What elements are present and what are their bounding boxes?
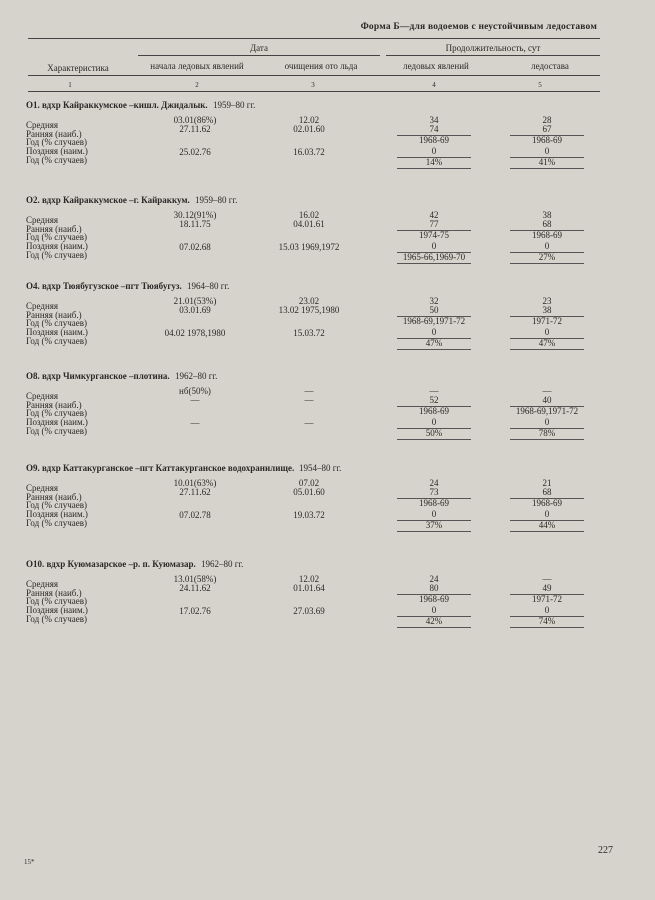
row-label: Год (% случаев) <box>26 518 87 528</box>
freeze-duration-value: 1968-69 <box>532 230 562 240</box>
start-date-value: 13.01(58%) <box>173 574 217 584</box>
ice-duration-value: 50% <box>425 428 443 438</box>
clear-date-value: 13.02 1975,1980 <box>278 305 340 315</box>
start-date-value: 27.11.62 <box>179 124 211 134</box>
ice-duration-value: 52 <box>429 395 439 405</box>
duration-group-rule <box>386 55 600 56</box>
row-label: Ранняя (наиб.) <box>26 310 82 320</box>
freeze-duration-value: 38 <box>542 305 552 315</box>
row-label: Год (% случаев) <box>26 500 87 510</box>
start-date-value: — <box>190 395 200 405</box>
freeze-duration-value: 1971-72 <box>532 316 562 326</box>
fraction-rule <box>510 406 584 407</box>
ice-duration-value: 42% <box>425 616 443 626</box>
column-number-1: 1 <box>68 81 72 89</box>
freeze-duration-value: 38 <box>542 210 552 220</box>
header-date: Дата <box>250 43 268 53</box>
fraction-rule <box>397 349 471 350</box>
row-label: Поздняя (наим.) <box>26 605 88 615</box>
freeze-duration-value: 41% <box>538 157 556 167</box>
fraction-rule <box>397 157 471 158</box>
ice-duration-value: 1974-75 <box>419 230 449 240</box>
freeze-duration-value: 28 <box>542 115 552 125</box>
fraction-rule <box>510 498 584 499</box>
start-date-value: — <box>190 418 200 428</box>
header-col2: начала ледовых явлений <box>150 61 244 71</box>
start-date-value: 10.01(63%) <box>173 478 217 488</box>
start-date-value: 27.11.62 <box>179 487 211 497</box>
section-period: 1962–80 гг. <box>201 559 244 569</box>
page-number: 227 <box>598 845 613 856</box>
freeze-duration-value: 0 <box>544 605 550 615</box>
row-label: Средняя <box>26 215 59 225</box>
ice-duration-value: 80 <box>429 583 439 593</box>
row-label: Поздняя (наим.) <box>26 146 88 156</box>
ice-duration-value: 1968-69 <box>419 594 449 604</box>
ice-duration-value: 1968-69 <box>419 406 449 416</box>
freeze-duration-value: 0 <box>544 509 550 519</box>
freeze-duration-value: 0 <box>544 327 550 337</box>
form-title: Форма Б—для водоемов с неустойчивым ледоставом <box>360 22 597 32</box>
row-label: Поздняя (наим.) <box>26 327 88 337</box>
ice-duration-value: 42 <box>429 210 439 220</box>
date-group-rule <box>138 55 380 56</box>
start-date-value: 03.01(86%) <box>173 115 217 125</box>
ice-duration-value: — <box>429 386 439 396</box>
header-duration: Продолжительность, сут <box>445 43 541 53</box>
fraction-rule <box>397 252 471 253</box>
freeze-duration-value: 0 <box>544 146 550 156</box>
fraction-rule <box>397 594 471 595</box>
fraction-rule <box>397 316 471 317</box>
start-date-value: 18.11.75 <box>179 219 211 229</box>
ice-duration-value: 0 <box>431 509 437 519</box>
freeze-duration-value: 1971-72 <box>532 594 562 604</box>
row-label: Поздняя (наим.) <box>26 417 88 427</box>
clear-date-value: 15.03 1969,1972 <box>278 242 340 252</box>
row-label: Год (% случаев) <box>26 250 87 260</box>
freeze-duration-value: 0 <box>544 241 550 251</box>
row-label: Год (% случаев) <box>26 408 87 418</box>
freeze-duration-value: 68 <box>542 219 552 229</box>
freeze-duration-value: 74% <box>538 616 556 626</box>
ice-duration-value: 1965-66,1969-70 <box>402 252 466 262</box>
freeze-duration-value: — <box>542 574 552 584</box>
freeze-duration-value: 49 <box>542 583 552 593</box>
fraction-rule <box>510 531 584 532</box>
row-label: Поздняя (наим.) <box>26 241 88 251</box>
section-title: О9. вдхр Каттакурганское –пгт Каттакурганское водохранилище. <box>26 463 295 473</box>
freeze-duration-value: 47% <box>538 338 556 348</box>
fraction-rule <box>510 520 584 521</box>
header-bottom-rule <box>28 91 600 92</box>
fraction-rule <box>510 168 584 169</box>
start-date-value: 24.11.62 <box>179 583 211 593</box>
section-title: О1. вдхр Кайраккумское –кишл. Джидалык. <box>26 100 208 110</box>
clear-date-value: 19.03.72 <box>293 510 325 520</box>
start-date-value: нб(50%) <box>179 386 211 396</box>
clear-date-value: — <box>304 395 314 405</box>
ice-duration-value: 1968-69 <box>419 498 449 508</box>
fraction-rule <box>397 498 471 499</box>
row-label: Год (% случаев) <box>26 614 87 624</box>
row-label: Средняя <box>26 483 59 493</box>
freeze-duration-value: 21 <box>542 478 552 488</box>
fraction-rule <box>510 594 584 595</box>
clear-date-value: 27.03.69 <box>293 606 325 616</box>
ice-duration-value: 0 <box>431 327 437 337</box>
row-label: Средняя <box>26 301 59 311</box>
ice-duration-value: 0 <box>431 146 437 156</box>
ice-duration-value: 74 <box>429 124 439 134</box>
fraction-rule <box>397 627 471 628</box>
start-date-value: 30.12(91%) <box>173 210 217 220</box>
fraction-rule <box>397 168 471 169</box>
section-title: О8. вдхр Чимкурганское –плотина. <box>26 371 170 381</box>
column-number-2: 2 <box>195 81 199 89</box>
ice-duration-value: 14% <box>425 157 443 167</box>
clear-date-value: 16.03.72 <box>293 147 325 157</box>
ice-duration-value: 24 <box>429 478 439 488</box>
row-label: Год (% случаев) <box>26 155 87 165</box>
fraction-rule <box>510 135 584 136</box>
row-label: Средняя <box>26 579 59 589</box>
fraction-rule <box>510 252 584 253</box>
header-characteristic: Характеристика <box>47 63 109 73</box>
clear-date-value: 07.02 <box>298 478 320 488</box>
signature-mark: 15* <box>24 858 35 866</box>
header-col5: ледостава <box>531 61 569 71</box>
fraction-rule <box>510 349 584 350</box>
fraction-rule <box>510 157 584 158</box>
clear-date-value: 01.01.64 <box>293 583 325 593</box>
fraction-rule <box>397 230 471 231</box>
freeze-duration-value: 23 <box>542 296 552 306</box>
clear-date-value: 05.01.60 <box>293 487 325 497</box>
freeze-duration-value: 0 <box>544 417 550 427</box>
column-number-4: 4 <box>432 81 436 89</box>
section-period: 1959–80 гг. <box>195 195 238 205</box>
column-number-5: 5 <box>538 81 542 89</box>
freeze-duration-value: 1968-69 <box>532 498 562 508</box>
start-date-value: 17.02.76 <box>179 606 211 616</box>
fraction-rule <box>510 439 584 440</box>
clear-date-value: 23.02 <box>298 296 320 306</box>
freeze-duration-value: 1968-69 <box>532 135 562 145</box>
clear-date-value: 12.02 <box>298 115 320 125</box>
ice-duration-value: 24 <box>429 574 439 584</box>
row-label: Год (% случаев) <box>26 426 87 436</box>
section-period: 1964–80 гг. <box>187 281 230 291</box>
ice-duration-value: 47% <box>425 338 443 348</box>
row-label: Год (% случаев) <box>26 318 87 328</box>
ice-duration-value: 0 <box>431 241 437 251</box>
section-title: О10. вдхр Куюмазарское –р. п. Куюмазар. <box>26 559 196 569</box>
row-label: Ранняя (наиб.) <box>26 588 82 598</box>
start-date-value: 03.01.69 <box>179 305 211 315</box>
clear-date-value: 15.03.72 <box>293 328 325 338</box>
fraction-rule <box>510 230 584 231</box>
row-label: Средняя <box>26 391 59 401</box>
ice-duration-value: 0 <box>431 417 437 427</box>
section-title: О2. вдхр Кайраккумское –г. Кайраккум. <box>26 195 190 205</box>
ice-duration-value: 0 <box>431 605 437 615</box>
freeze-duration-value: 68 <box>542 487 552 497</box>
fraction-rule <box>397 263 471 264</box>
fraction-rule <box>510 338 584 339</box>
row-label: Ранняя (наиб.) <box>26 400 82 410</box>
ice-duration-value: 37% <box>425 520 443 530</box>
header-col3: очищения ото льда <box>284 61 358 71</box>
ice-duration-value: 34 <box>429 115 439 125</box>
fraction-rule <box>510 263 584 264</box>
section-period: 1959–80 гг. <box>213 100 256 110</box>
column-number-3: 3 <box>311 81 315 89</box>
start-date-value: 04.02 1978,1980 <box>164 328 226 338</box>
row-label: Год (% случаев) <box>26 137 87 147</box>
freeze-duration-value: 1968-69,1971-72 <box>515 406 579 416</box>
clear-date-value: 16.02 <box>298 210 320 220</box>
section-period: 1962–80 гг. <box>175 371 218 381</box>
section-period: 1954–80 гг. <box>299 463 342 473</box>
section-title: О4. вдхр Тюябугузское –пгт Тюябугуз. <box>26 281 182 291</box>
row-label: Поздняя (наим.) <box>26 509 88 519</box>
ice-duration-value: 77 <box>429 219 439 229</box>
fraction-rule <box>397 616 471 617</box>
freeze-duration-value: 67 <box>542 124 552 134</box>
row-label: Ранняя (наиб.) <box>26 224 82 234</box>
freeze-duration-value: 44% <box>538 520 556 530</box>
start-date-value: 07.02.68 <box>179 242 211 252</box>
fraction-rule <box>397 338 471 339</box>
start-date-value: 21.01(53%) <box>173 296 217 306</box>
clear-date-value: — <box>304 418 314 428</box>
fraction-rule <box>510 616 584 617</box>
clear-date-value: — <box>304 386 314 396</box>
row-label: Год (% случаев) <box>26 232 87 242</box>
fraction-rule <box>510 428 584 429</box>
clear-date-value: 04.01.61 <box>293 219 325 229</box>
row-label: Год (% случаев) <box>26 336 87 346</box>
row-label: Ранняя (наиб.) <box>26 129 82 139</box>
header-col4: ледовых явлений <box>403 61 469 71</box>
start-date-value: 25.02.76 <box>179 147 211 157</box>
ice-duration-value: 32 <box>429 296 439 306</box>
ice-duration-value: 50 <box>429 305 439 315</box>
header-top-rule <box>28 38 600 39</box>
fraction-rule <box>510 627 584 628</box>
ice-duration-value: 1968-69,1971-72 <box>402 316 466 326</box>
fraction-rule <box>397 439 471 440</box>
freeze-duration-value: 78% <box>538 428 556 438</box>
clear-date-value: 12.02 <box>298 574 320 584</box>
start-date-value: 07.02.78 <box>179 510 211 520</box>
row-label: Средняя <box>26 120 59 130</box>
freeze-duration-value: 27% <box>538 252 556 262</box>
ice-duration-value: 73 <box>429 487 439 497</box>
clear-date-value: 02.01.60 <box>293 124 325 134</box>
ice-duration-value: 1968-69 <box>419 135 449 145</box>
freeze-duration-value: 40 <box>542 395 552 405</box>
fraction-rule <box>397 520 471 521</box>
fraction-rule <box>397 428 471 429</box>
fraction-rule <box>397 531 471 532</box>
row-label: Год (% случаев) <box>26 596 87 606</box>
fraction-rule <box>510 316 584 317</box>
row-label: Ранняя (наиб.) <box>26 492 82 502</box>
header-mid-rule <box>28 75 600 76</box>
freeze-duration-value: — <box>542 386 552 396</box>
fraction-rule <box>397 406 471 407</box>
fraction-rule <box>397 135 471 136</box>
